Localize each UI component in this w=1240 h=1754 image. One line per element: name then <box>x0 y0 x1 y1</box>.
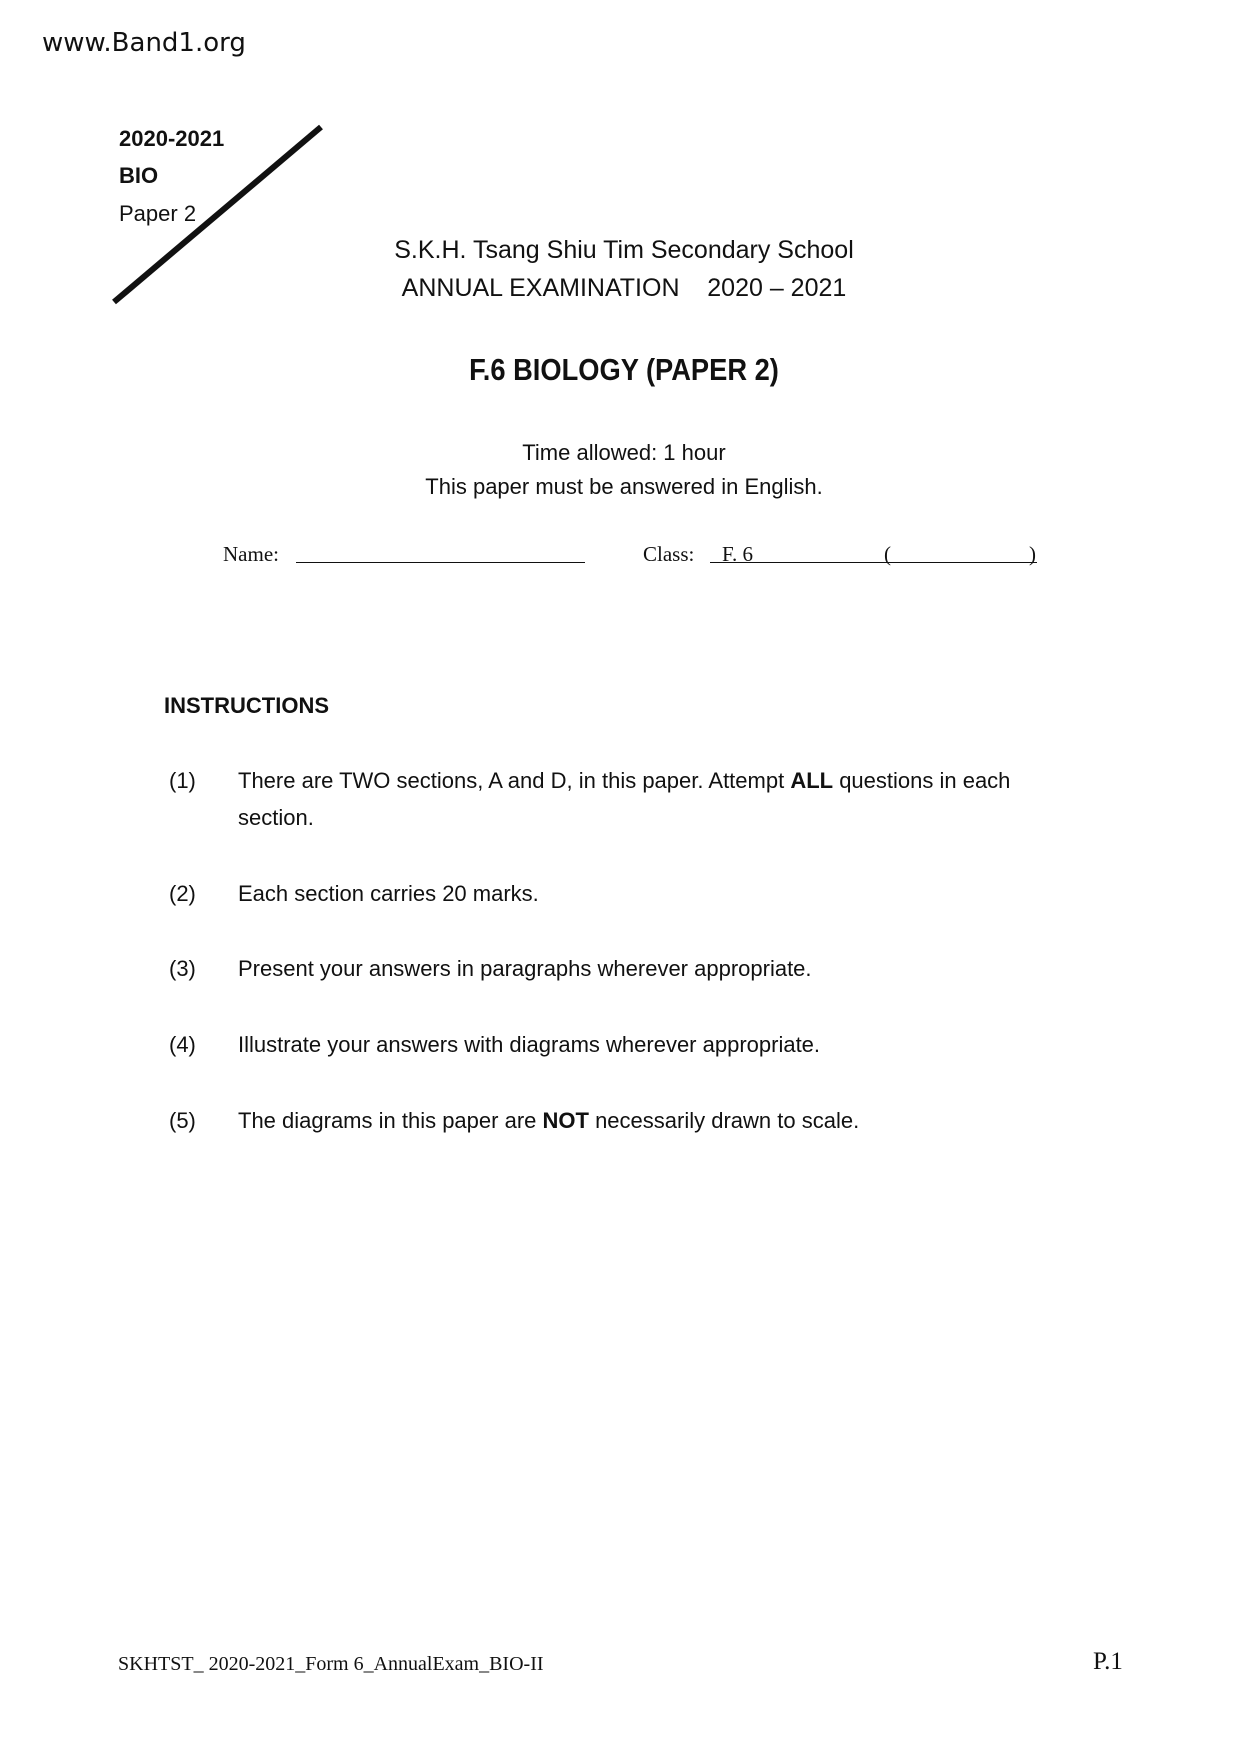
item-text: There are TWO sections, A and D, in this paper. Attempt ALL questions in each <box>238 768 1011 793</box>
item-number: (4) <box>169 1032 196 1057</box>
title-text: F.6 BIOLOGY (PAPER 2) <box>469 352 779 387</box>
corner-year: 2020-2021 <box>119 126 225 151</box>
name-label: Name: <box>223 542 279 566</box>
diagonal-slash <box>0 0 400 320</box>
item-text: Each section carries 20 marks. <box>238 881 539 906</box>
item-text-cont: section. <box>238 805 314 830</box>
item-number: (5) <box>169 1108 196 1133</box>
time-allowed: Time allowed: 1 hour <box>522 440 726 465</box>
class-label: Class: <box>643 542 695 566</box>
item-text: Illustrate your answers with diagrams wherever appropriate. <box>238 1032 821 1057</box>
name-field[interactable] <box>296 562 585 563</box>
page-title <box>0 352 1240 388</box>
item-number: (2) <box>169 881 196 906</box>
watermark: www.Band1.org <box>42 28 246 58</box>
item-number: (3) <box>169 956 196 981</box>
instructions-heading: INSTRUCTIONS <box>164 693 329 718</box>
class-number-close: ) <box>1029 542 1036 566</box>
corner-paper: Paper 2 <box>119 201 197 226</box>
page-number: P.1 <box>1093 1648 1123 1675</box>
class-field[interactable] <box>710 562 1037 563</box>
class-number-open: ( <box>884 542 891 566</box>
exam-name: ANNUAL EXAMINATION 2020 – 2021 <box>401 274 847 302</box>
class-value: F. 6 <box>722 542 753 566</box>
item-text: Present your answers in paragraphs wherever appropriate. <box>238 956 812 981</box>
item-number: (1) <box>169 768 196 793</box>
corner-subject: BIO <box>119 163 159 188</box>
language-note: This paper must be answered in English. <box>425 474 823 499</box>
school-name: S.K.H. Tsang Shiu Tim Secondary School <box>394 236 854 264</box>
item-text: The diagrams in this paper are NOT necessarily drawn to scale. <box>238 1108 860 1133</box>
footer-doc-id: SKHTST_ 2020-2021_Form 6_AnnualExam_BIO-II <box>118 1653 544 1675</box>
